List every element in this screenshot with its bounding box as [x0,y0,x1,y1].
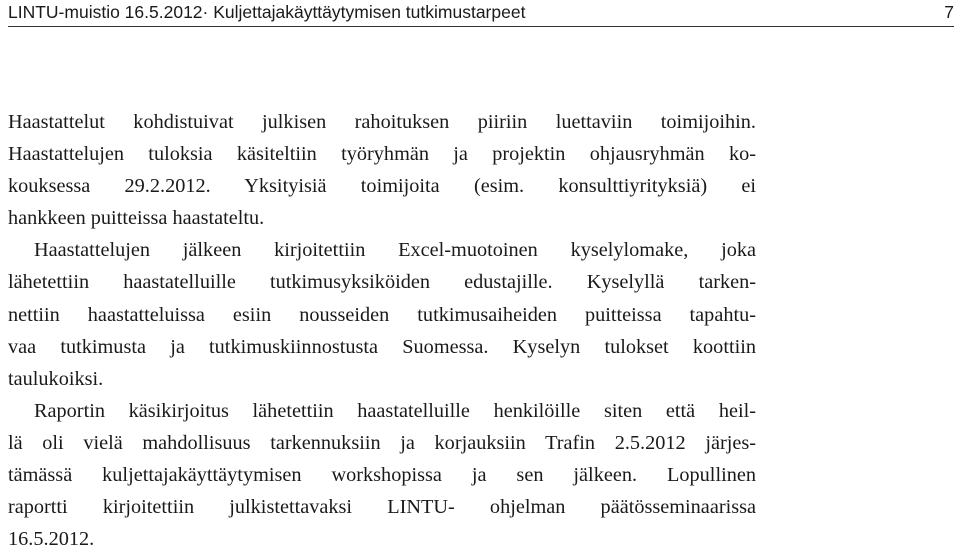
text-line: taulukoiksi. [8,367,104,390]
running-header [8,0,954,27]
document-title: LINTU-muistio 16.5.2012· Kuljettajakäyttäytymisen tutkimustarpeet [8,2,526,22]
paragraph-2 [8,234,756,394]
text-line: kouksessa 29.2.2012. Yksityisiä toimijoita (esim. konsulttiyrityksiä) ei [8,175,756,198]
text-line: tämässä kuljettajakäyttäytymisen workshopissa ja sen jälkeen. Lopullinen [8,464,756,487]
body-text [8,106,756,555]
text-line: Haastattelujen jälkeen kirjoitettiin Excel-muotoinen kyselylomake, joka [34,239,756,262]
text-line: 16.5.2012. [8,528,95,551]
paragraph-3 [8,395,756,555]
text-line: lähetettiin haastatelluille tutkimusyksiköiden edustajille. Kyselyllä tarken- [8,271,756,294]
text-line: nettiin haastatteluissa esiin nousseiden tutkimusaiheiden puitteissa tapahtu- [8,303,756,326]
text-line: hankkeen puitteissa haastateltu. [8,207,265,230]
text-line: Haastattelujen tuloksia käsiteltiin työryhmän ja projektin ohjausryhmän ko- [8,143,756,166]
text-line: Haastattelut kohdistuivat julkisen rahoituksen piiriin luettaviin toimijoihin. [8,111,756,133]
paragraph-1 [8,106,756,234]
text-line: lä oli vielä mahdollisuus tarkennuksiin ja korjauksiin Trafin 2.5.2012 järjes- [8,431,756,454]
page-number: 7 [944,2,954,22]
text-line: vaa tutkimusta ja tutkimuskiinnostusta Suomessa. Kyselyn tulokset koottiin [8,335,756,358]
text-line: raportti kirjoitettiin julkistettavaksi LINTU- ohjelman päätösseminaarissa [8,496,756,519]
text-line: Raportin käsikirjoitus lähetettiin haastatelluille henkilöille siten että heil- [34,399,756,422]
